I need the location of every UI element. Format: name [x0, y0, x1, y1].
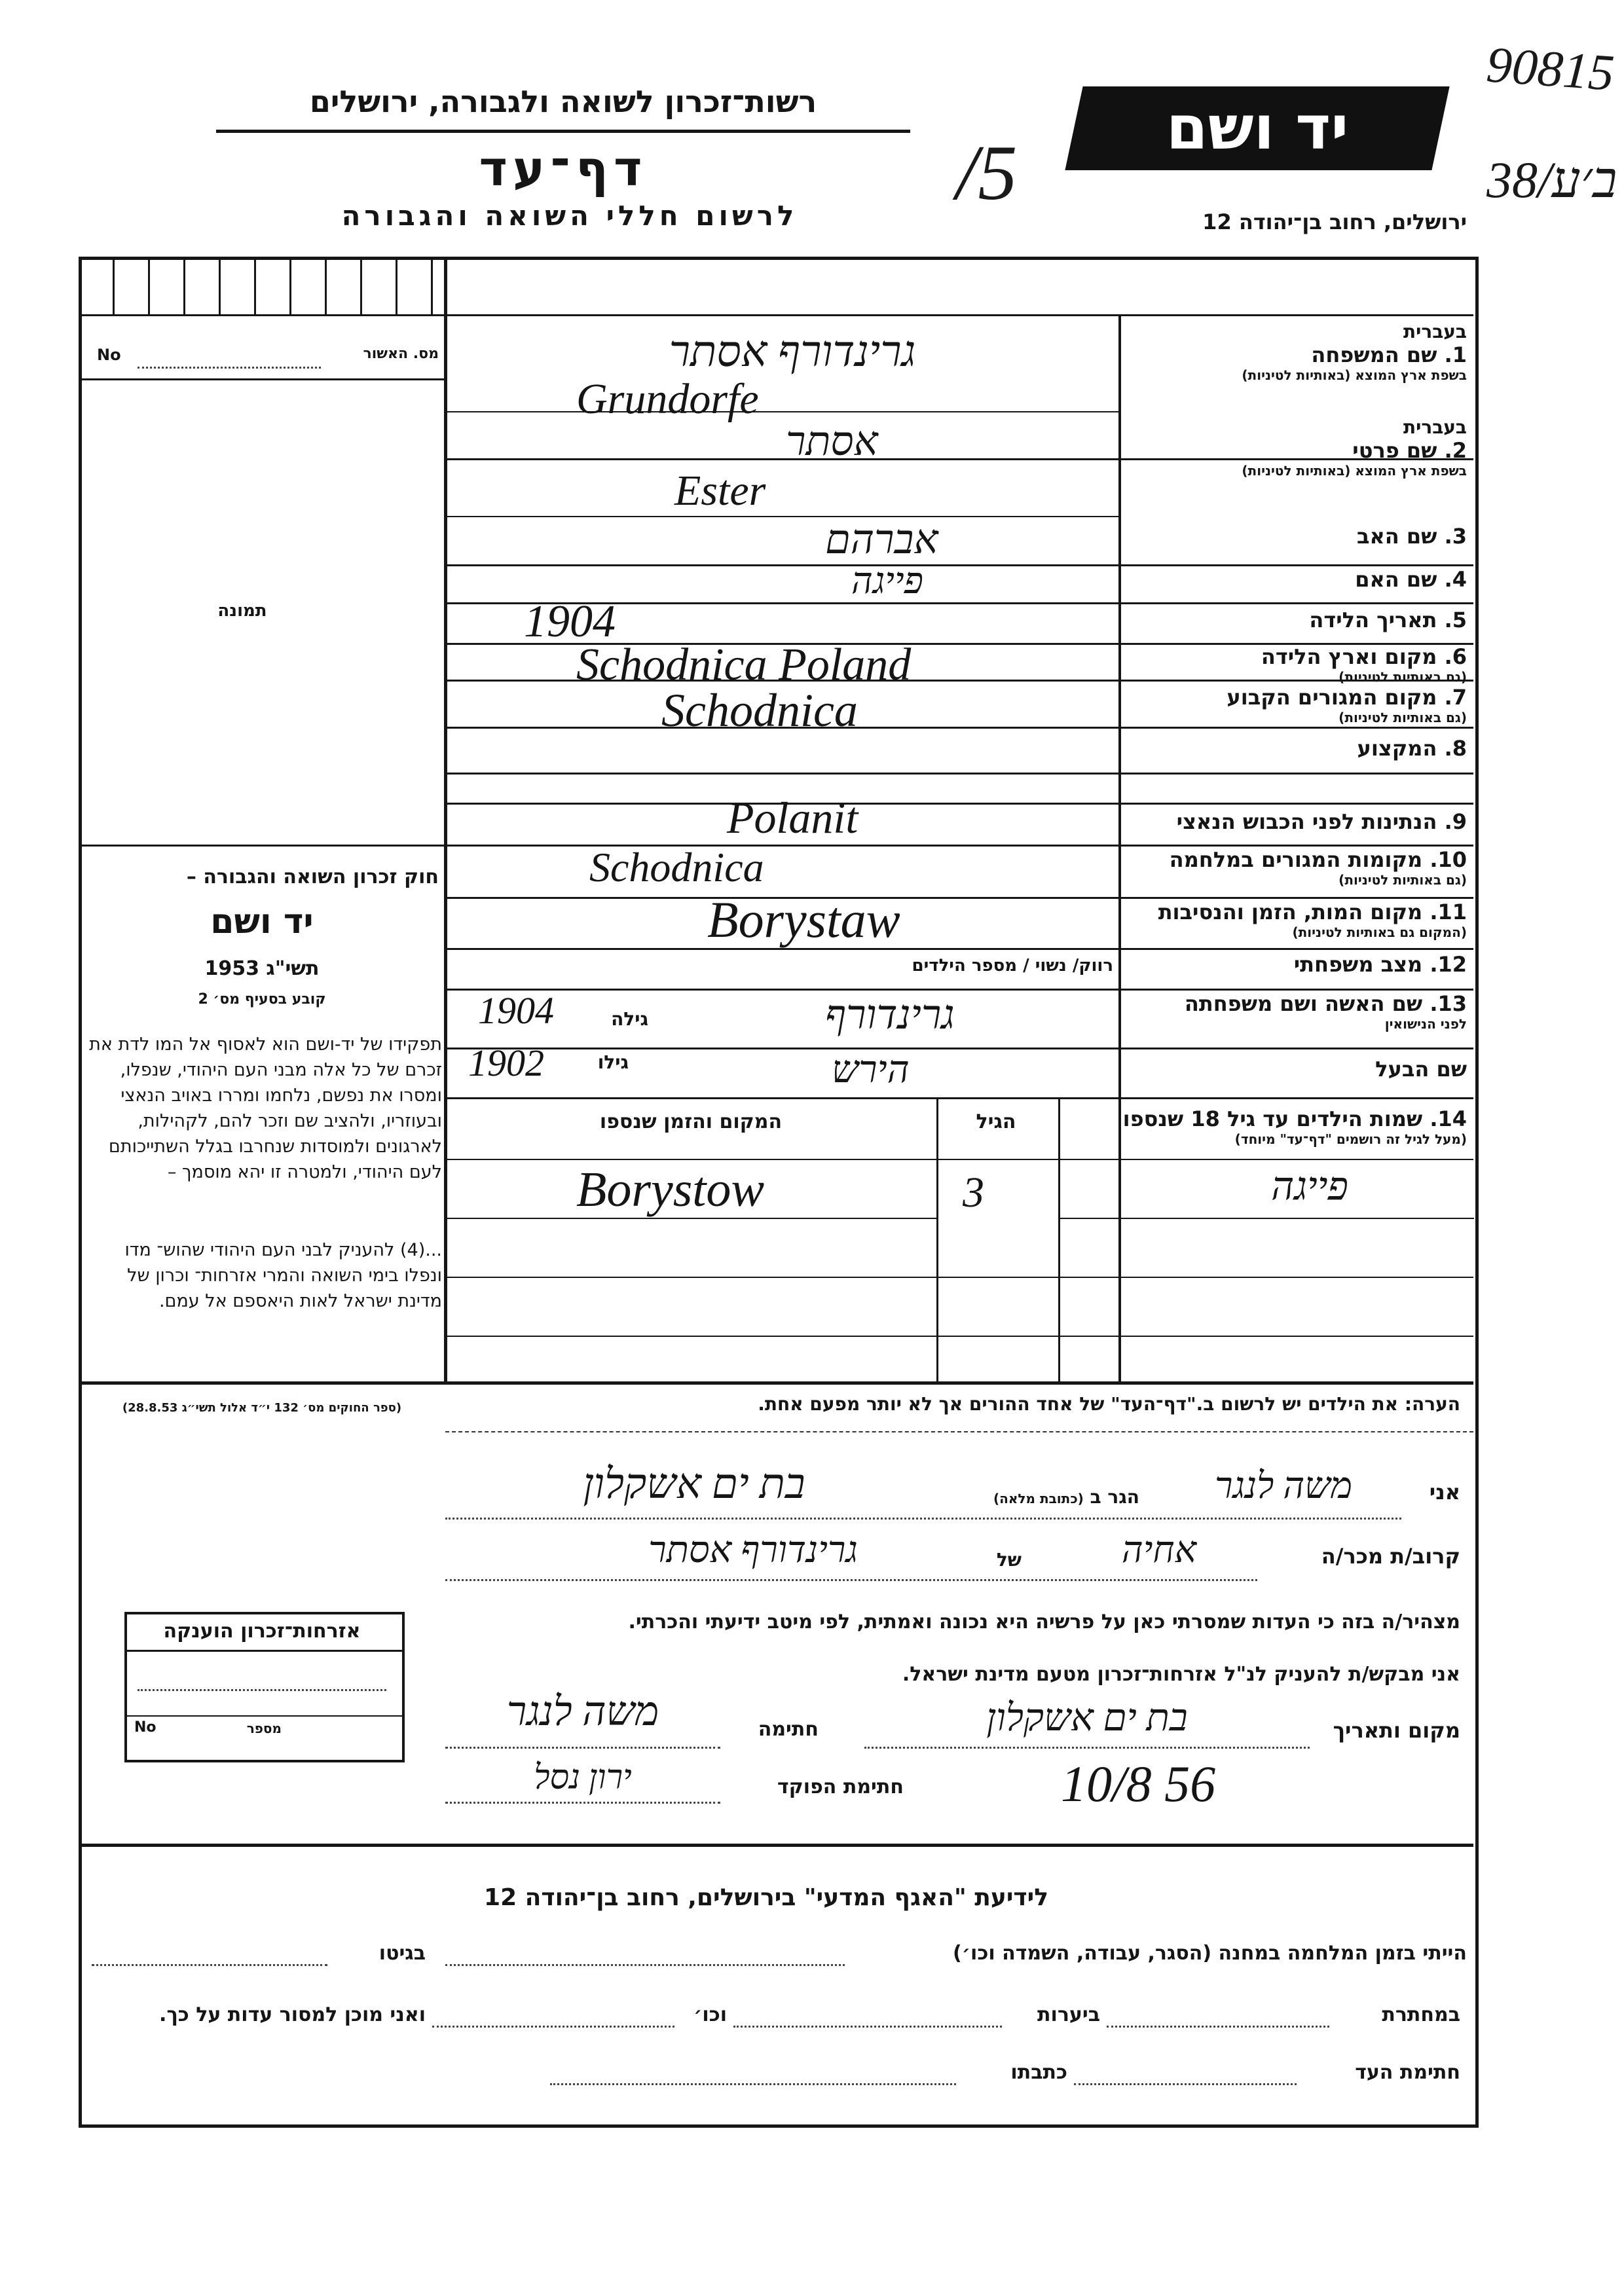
permanent-residence[interactable]: Schodnica	[661, 684, 858, 737]
field-label-8: 8. המקצוע	[1357, 736, 1467, 761]
husband-age-label: גילו	[597, 1051, 629, 1073]
declarant-address[interactable]: בת ים אשקלון	[583, 1461, 805, 1507]
citizenship-number-no: No	[134, 1719, 157, 1736]
field-label-1: בעברית 1. שם המשפחה בשפת ארץ המוצא (באותיות לטיניות)	[1242, 321, 1467, 383]
field-label-11: 11. מקום המות, הזמן והנסיבות (המקום גם באותיות לטיניות)	[1158, 900, 1467, 940]
declarant-name[interactable]: משה לנגר	[1214, 1466, 1353, 1506]
mother-name[interactable]: פייגה	[851, 561, 924, 602]
header-underline	[216, 130, 910, 133]
field-label-13: 13. שם האשה ושם משפחתה לפני הנישואין	[1184, 991, 1467, 1032]
place-value[interactable]: בת ים אשקלון	[986, 1696, 1188, 1739]
footer-ghetto-label: בגיטו	[378, 1942, 426, 1965]
approval-number-label: מס. האשור	[363, 346, 439, 362]
relation-label: קרוב/ת מכר/ה	[1321, 1544, 1460, 1569]
field-label-5: 5. תאריך הלידה	[1309, 608, 1467, 632]
first-name-latin[interactable]: Ester	[674, 467, 766, 515]
declaration-resides-in: הגר ב (כתובת מלאה)	[993, 1486, 1139, 1508]
note-text: הערה: את הילדים יש לרשום ב."דף־העד" של אחד ההורים אך לא יותר מפעם אחת.	[758, 1393, 1460, 1415]
officer-signature[interactable]: ירון נסל	[534, 1759, 632, 1796]
children-age-header: הגיל	[976, 1110, 1016, 1133]
footer-ready-to-testify: ואני מוכן למסור עדות על כך.	[159, 2003, 426, 2026]
relation-of-name[interactable]: גרינדורף אסתר	[648, 1530, 858, 1571]
relation-value[interactable]: אחיה	[1121, 1530, 1197, 1571]
nationality[interactable]: Polanit	[727, 793, 858, 843]
wife-age[interactable]: 1904	[478, 989, 554, 1032]
logo-text: יד ושם	[1166, 93, 1349, 163]
page-subtitle: לרשום חללי השואה והגבורה	[341, 200, 798, 232]
left-column-divider	[444, 257, 447, 1381]
declaration-prefix: אני	[1429, 1480, 1460, 1504]
archive-id-annotation: 90815	[1485, 35, 1616, 101]
footer-heading: לידיעת "האגף המדעי" בירושלים, רחוב בן־יהודה 12	[484, 1884, 1048, 1911]
field-label-2: בעברית 2. שם פרטי בשפת ארץ המוצא (באותיות לטיניות)	[1242, 416, 1467, 479]
children-label: 14. שמות הילדים עד גיל 18 שנספו (מעל לגיל זה רושמים "דף־עד" מיוחד)	[1122, 1106, 1467, 1147]
field-label-6: 6. מקום וארץ הלידה (גם באותיות לטיניות)	[1261, 644, 1467, 685]
citizenship-box-title: אזרחות־זכרון הוענקה	[163, 1620, 361, 1643]
birth-date[interactable]: 1904	[524, 596, 616, 647]
label-column-divider	[1118, 316, 1121, 1381]
signature-value[interactable]: משה לנגר	[506, 1690, 659, 1734]
archive-ref-annotation: 38/ב׳ע	[1486, 151, 1617, 208]
law-title: חוק זכרון השואה והגבורה –	[186, 866, 439, 888]
approval-number-no: No	[97, 346, 121, 364]
law-text: תפקידו של יד-ושם הוא לאסוף אל המו לדת את זכרם של כל אלה מבני העם היהודי, שנפלו, ומסרו את נפשם, נלחמו ומררו באויב הנאצי ובעוזריו, ולהציב שם וזכר להם, לקהילות, לארגונים ולמוסדות שנחרבו בגלל השתייכותם לעם היהודי, ולמטרה זו יהא מוסמך –	[89, 1034, 442, 1182]
surname-latin[interactable]: Grundorfe	[576, 375, 759, 423]
place-date-label: מקום ותאריך	[1333, 1718, 1460, 1743]
relation-of-label: של	[996, 1549, 1022, 1571]
officer-signature-label: חתימת הפוקד	[777, 1776, 904, 1798]
wife-age-label: גילה	[611, 1008, 648, 1030]
yad-vashem-logo	[1065, 86, 1449, 170]
slash-annotation: /5	[956, 129, 1018, 216]
field-label-3: 3. שם האב	[1356, 524, 1467, 549]
footer-underground-label: במחתרת	[1382, 2003, 1460, 2026]
husband-name[interactable]: הירש	[832, 1048, 910, 1091]
law-text-continued: ...(4) להעניק לבני העם היהודי שהוש־ מדו ונפלו בימי השואה והמרי אזרחות־ וכרון של מדינת ישראל לאות היאספם אל עמם.	[124, 1240, 442, 1311]
field-label-4: 4. שם האם	[1355, 567, 1467, 592]
footer-camp-label: הייתי בזמן המלחמה במחנה (הסגר, עבודה, השמדה וכו׳)	[953, 1942, 1467, 1965]
law-source: (ספר החוקים מס׳ 132 י״ד אלול תשי״ג 28.8.53)	[122, 1401, 402, 1415]
date-value[interactable]: 10/8 56	[1061, 1755, 1216, 1812]
husband-age[interactable]: 1902	[468, 1042, 544, 1084]
birth-place[interactable]: Schodnica Poland	[576, 640, 912, 690]
child-age[interactable]: 3	[963, 1169, 984, 1216]
surname-hebrew[interactable]: גרינדורף אסתר	[669, 328, 916, 376]
law-year: תשי"ג 1953	[204, 957, 320, 980]
wartime-residence[interactable]: Schodnica	[589, 844, 764, 890]
father-name[interactable]: אברהם	[825, 518, 938, 562]
footer-etc-label: וכו׳	[693, 2003, 727, 2026]
field-label-12: 12. מצב משפחתי	[1293, 952, 1467, 977]
institution-name: רשות־זכרון לשואה ולגבורה, ירושלים	[309, 84, 817, 119]
first-name-hebrew[interactable]: אסתר	[786, 420, 878, 464]
photo-placeholder-label: תמונה	[217, 601, 267, 621]
child-death-place[interactable]: Borystow	[576, 1162, 765, 1217]
field-label-9: 9. הנתינות לפני הכבוש הנאצי	[1176, 809, 1467, 834]
request-text: אני מבקש/ת להעניק לנ"ל אזרחות־זכרון מטעם מדינת ישראל.	[902, 1663, 1460, 1686]
wife-maiden-name[interactable]: גרינדורף	[825, 993, 955, 1038]
death-place[interactable]: Borystaw	[707, 891, 900, 948]
statement-text: מצהיר/ה בזה כי העדות שמסרתי כאן על פרשיה היא נכונה ואמתית, לפי מיטב ידיעתי והכרתי.	[628, 1611, 1460, 1633]
citizenship-number-label: מספר	[246, 1721, 282, 1736]
footer-forests-label: ביערות	[1037, 2003, 1100, 2026]
law-clause: קובע בסעיף מס׳ 2	[198, 991, 326, 1008]
footer-witness-signature-label: חתימת העד	[1355, 2061, 1460, 2084]
field-label-husband: שם הבעל	[1375, 1057, 1467, 1082]
law-name: יד ושם	[210, 902, 314, 941]
field-label-10: 10. מקומות המגורים במלחמה (גם באותיות לטיניות)	[1169, 847, 1467, 888]
child-name[interactable]: פייגה	[1271, 1165, 1348, 1208]
page-title: דף־עד	[479, 141, 648, 197]
marital-status-options: רווק/ נשוי / מספר הילדים	[912, 956, 1113, 975]
footer-address-label: כתבתו	[1010, 2061, 1067, 2084]
field-label-7: 7. מקום המגורים הקבוע (גם באותיות לטיניות)	[1227, 685, 1467, 725]
children-place-header: המקום והזמן שנספו	[599, 1110, 783, 1133]
signature-label: חתימה	[758, 1718, 819, 1741]
header-address: ירושלים, רחוב בן־יהודה 12	[1202, 210, 1467, 234]
